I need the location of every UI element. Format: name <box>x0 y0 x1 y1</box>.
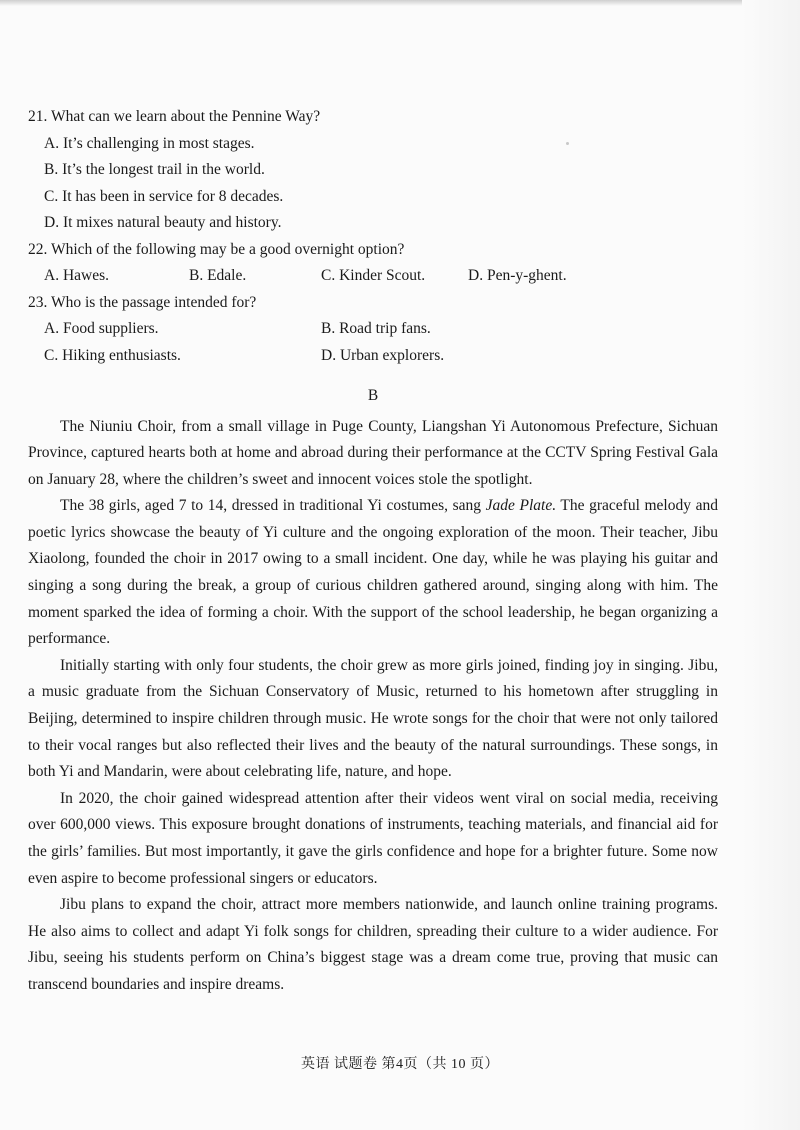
passage-paragraph-1: The Niuniu Choir, from a small village in Puge County, Liangshan Yi Autonomous Prefecture, Sichuan Province, captured hearts both at home and abroad during their performance at the CCTV Spring Festival Gala on January 28, where the children’s sweet and innocent voices stole the spotlight. <box>28 417 718 488</box>
question-stem: 21. What can we learn about the Pennine Way? <box>28 108 321 125</box>
option-d: D. Pen-y-ghent. <box>468 267 567 284</box>
question-stem: 23. Who is the passage intended for? <box>28 293 257 311</box>
question-21 <box>28 104 718 237</box>
question-23 <box>28 290 718 370</box>
question-stem: 22. Which of the following may be a good overnight option? <box>28 240 405 258</box>
option-d: D. Urban explorers. <box>321 346 445 364</box>
options-row <box>28 263 718 290</box>
option-d: D. It mixes natural beauty and history. <box>44 214 282 231</box>
scan-top-edge <box>0 0 800 6</box>
options-row <box>28 316 718 343</box>
option-b: B. It’s the longest trail in the world. <box>44 161 265 178</box>
passage-paragraph-4: In 2020, the choir gained widespread attention after their videos went viral on social media, receiving over 600,000 views. This exposure brought donations of instruments, teaching materials, and financial aid for the girls’ families. But most importantly, it gave the girls confidence and hope for a brighter future. Some now even aspire to become professional singers or educators. <box>28 789 718 887</box>
option-b: B. Road trip fans. <box>321 320 431 337</box>
option-c: C. Kinder Scout. <box>321 267 426 284</box>
option-c: C. Hiking enthusiasts. <box>44 346 181 364</box>
paragraph-text: The graceful melody and poetic lyrics showcase the beauty of Yi culture and the ongoing exploration of the moon. Their teacher, Jibu Xiaolong, founded the choir in 2017 owing to a small incident. One day, while he was playing his guitar and singing a song during the break, a group of curious children gathered around, singing along with him. The moment sparked the idea of forming a choir. With the support of the school leadership, he began organizing a performance. <box>28 497 718 648</box>
paragraph-text: The 38 girls, aged 7 to 14, dressed in traditional Yi costumes, sang <box>60 497 486 515</box>
exam-page <box>28 104 718 999</box>
option-c: C. It has been in service for 8 decades. <box>44 187 284 205</box>
option-a: A. Hawes. <box>44 267 109 284</box>
song-title: Jade Plate. <box>485 497 557 515</box>
passage-paragraph-5: Jibu plans to expand the choir, attract more members nationwide, and launch online training programs. He also aims to collect and adapt Yi folk songs for children, spreading their culture to a wider audience. For Jibu, seeing his students perform on China’s biggest stage was a dream come true, proving that music can transcend boundaries and inspire dreams. <box>28 896 718 993</box>
passage-paragraph-2 <box>28 493 718 653</box>
option-a: A. Food suppliers. <box>44 320 159 337</box>
section-heading: B <box>367 387 379 404</box>
option-a: A. It’s challenging in most stages. <box>44 134 255 152</box>
page-footer: 英语 试题卷 第4页（共 10 页） <box>301 1057 499 1072</box>
options-row <box>28 343 718 370</box>
scan-right-edge <box>742 0 800 1130</box>
passage-paragraph-3: Initially starting with only four students, the choir grew as more girls joined, finding joy in singing. Jibu, a music graduate from the Sichuan Conservatory of Music, returned to his hometown after struggling in Beijing, determined to inspire children through music. He wrote songs for the choir that were not only tailored to their vocal ranges but also reflected their lives and the beauty of the natural surroundings. These songs, in both Yi and Mandarin, were about celebrating life, nature, and hope. <box>28 656 718 781</box>
option-b: B. Edale. <box>189 267 247 284</box>
question-22 <box>28 237 718 290</box>
